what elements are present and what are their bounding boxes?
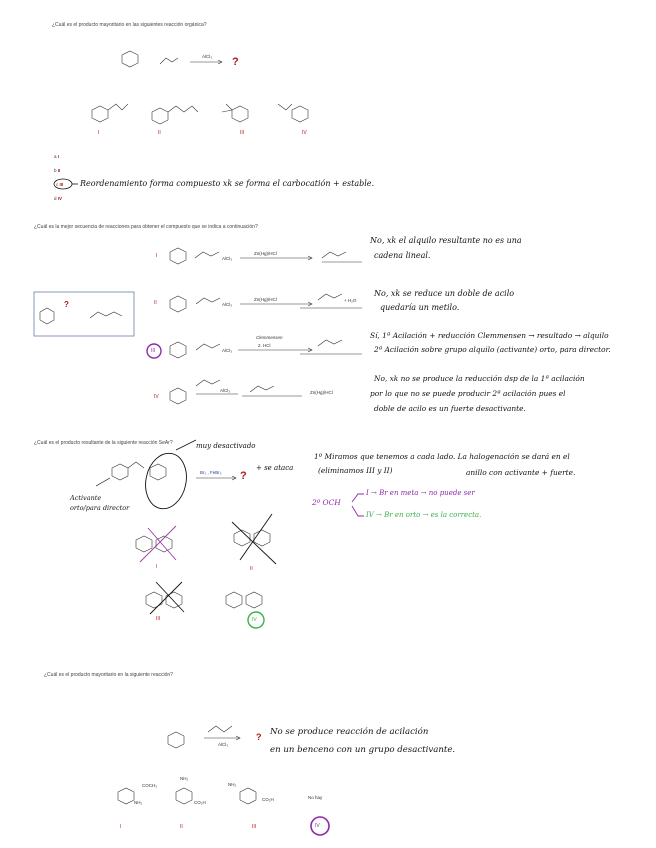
q1-alkyl-chloride	[160, 58, 178, 64]
q2-row4-note-3: doble de acilo es un fuerte desactivante.	[374, 404, 526, 413]
q4-note-2: en un benceno con un grupo desactivante.	[270, 745, 456, 755]
q4-unknown: ?	[256, 732, 262, 742]
q4-opt-3: III	[252, 824, 257, 830]
q3-hw-left-1: Activante	[70, 494, 102, 502]
q3-note-1: 1º Miramos que tenemos a cada lado. La halogenación se dará en el	[314, 452, 570, 461]
q2-row3-arrow-top: Clemmensen	[256, 335, 283, 340]
q4-group-3: CO₂H	[194, 800, 206, 805]
q2-row1-label: I	[156, 253, 158, 259]
q3-hw-right: + se ataca	[256, 464, 294, 472]
q4-group-5: CO₂H	[262, 797, 274, 802]
q2-row1-note-2: cadena lineal.	[374, 251, 431, 260]
q3-question: ¿Cuál es el producto resultante de la siguiente reacción SeAr?	[34, 440, 173, 446]
q4-group-2: NH₂	[180, 776, 189, 781]
q1-unknown: ?	[232, 56, 239, 68]
q2-row3-reagent: AlCl₃	[222, 348, 233, 353]
q4-reagent: AlCl₃	[218, 742, 229, 747]
q2-row4-label: IV	[154, 394, 159, 400]
q2-row4-note-2: por lo que no se puede producir 2ª acilación pues el	[370, 389, 566, 398]
q1-reagent: AlCl₃	[202, 54, 213, 59]
q2-row2-extra: + H₂O	[344, 298, 357, 303]
q4-opt-4: IV	[315, 823, 320, 829]
q2-question: ¿Cuál es la mejor secuencia de reacciones para obtener el compuesto que se indica a continuación?	[34, 224, 258, 230]
q2-row2-arrow: Zn(Hg)/HCl	[254, 297, 277, 302]
q2-row4-reagent: AlCl₃	[220, 388, 231, 393]
q1-answer-a[interactable]: a I	[54, 154, 60, 159]
q2-row1-arrow: Zn(Hg)/HCl	[254, 251, 277, 256]
q3-note-2b: anillo con activante + fuerte.	[466, 468, 576, 477]
q1-opt-4: IV	[302, 130, 307, 136]
q2-row4-note-1: No, xk no se produce la reducción dsp de la 1ª acilación	[374, 374, 585, 383]
q1-opt-3: III	[240, 130, 245, 136]
q4-question: ¿Cuál es el producto mayoritario en la siguiente reacción?	[44, 672, 173, 678]
q2-row3-arrow: 2. HCl	[258, 343, 271, 348]
q2-row2-reagent: AlCl₃	[222, 302, 233, 307]
q3-unknown: ?	[240, 470, 247, 482]
q2-row2-label: II	[154, 300, 157, 306]
q2-row1-note-1: No, xk el alquilo resultante no es una	[370, 236, 522, 245]
q3-note-2: (eliminamos III y II)	[318, 466, 393, 475]
q3-reagent: Br₂ , FeBr₃	[200, 470, 222, 475]
q3-note-purple: 2º OCH	[312, 498, 341, 507]
q3-branch-2: IV → Br en orto → es la correcta.	[366, 511, 482, 519]
q1-answer-c[interactable]: c III	[56, 182, 64, 187]
q1-answer-d[interactable]: d IV	[54, 196, 63, 201]
q1-opt-2: II	[158, 130, 161, 136]
q1-benzene	[122, 51, 138, 67]
q1-note: Reordenamiento forma compuesto xk se forma el carbocatión + estable.	[80, 179, 375, 188]
q1-question: ¿Cuál es el producto mayoritario en las siguientes reacción orgánica?	[52, 22, 207, 28]
q4-group-0: NH₂	[134, 800, 143, 805]
q2-row1-reagent: AlCl₃	[222, 256, 233, 261]
q1-opt-1: I	[98, 130, 100, 136]
q2-row3-label: III	[151, 348, 156, 354]
q4-opt-2: II	[180, 824, 183, 830]
q3-branch-1: I → Br en meta → no puede ser	[366, 489, 475, 497]
q3-hw-left-2: orto/para director	[70, 504, 130, 512]
q4-correct-circle	[311, 817, 329, 835]
q4-opt-1: I	[120, 824, 122, 830]
q3-opt-1: I	[156, 564, 158, 570]
q4-group-4: NH₂	[228, 782, 237, 787]
q3-opt-2: II	[250, 566, 253, 572]
q2-row2-note-1: No, xk se reduce un doble de acilo	[374, 289, 515, 298]
q4-group-1: COCH₃	[142, 783, 158, 788]
q2-row2-note-2: quedaría un metilo.	[380, 303, 460, 312]
q2-row4-arrow: Zn(Hg)/HCl	[310, 390, 333, 395]
q3-opt-3: III	[156, 616, 161, 622]
q3-opt-4: IV	[252, 617, 257, 623]
q2-target-unknown: ?	[64, 300, 69, 309]
q4-option-iv-text: No hay	[308, 795, 323, 800]
q3-hw-top: muy desactivado	[196, 442, 256, 450]
q2-row3-note-1: Sí, 1ª Acilación + reducción Clemmensen → resultado → alquilo	[370, 331, 609, 340]
q4-note-1: No se produce reacción de acilación	[270, 727, 429, 737]
q1-answer-b[interactable]: b II	[54, 168, 61, 173]
q2-row3-note-2: 2ª Acilación sobre grupo alquilo (activante) orto, para director.	[374, 345, 611, 354]
